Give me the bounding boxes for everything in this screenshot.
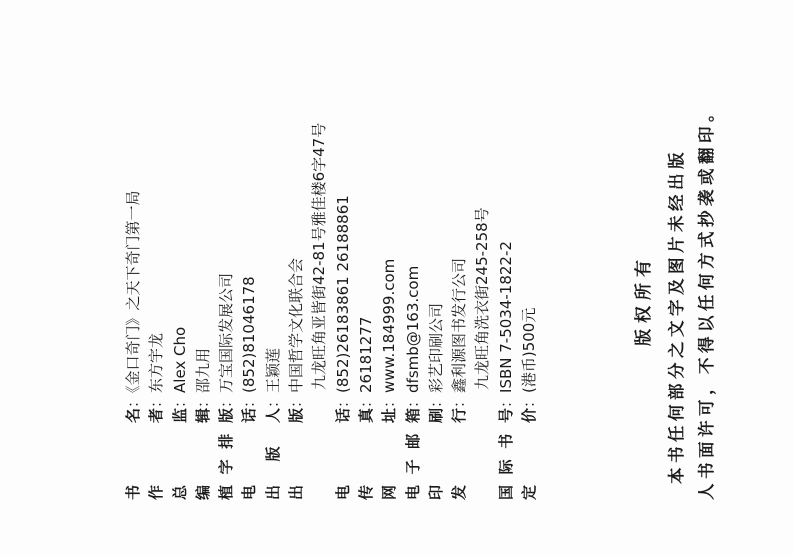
- row-value: 九龙旺角亚皆街42-81号雅佳楼6字47号: [310, 122, 329, 390]
- row-value: ：东方宇龙: [147, 332, 166, 408]
- row-value: ：万宝国际发展公司: [217, 272, 236, 408]
- colophon-row: [378, 80, 401, 500]
- row-value: ：26181277: [356, 316, 375, 408]
- row-label: 作 者: [147, 408, 166, 500]
- row-value: ：Alex Cho: [170, 326, 189, 408]
- copyright-notice: [626, 60, 722, 500]
- colophon-row: [262, 80, 285, 500]
- row-value: ：中国哲学文化联合会: [287, 257, 306, 408]
- colophon-row: [238, 80, 261, 500]
- colophon-row: [518, 80, 541, 500]
- row-label: 网 址: [380, 408, 399, 500]
- row-label: 传 真: [356, 408, 375, 500]
- row-value: ：彩艺印刷公司: [426, 302, 445, 408]
- row-label: 印 刷: [426, 408, 445, 500]
- row-label: 电 话: [240, 408, 259, 500]
- row-value: 九龙旺角洗衣街245-258号: [473, 207, 492, 390]
- colophon-row: [192, 80, 215, 500]
- colophon-block: [122, 80, 541, 500]
- row-label: 电 话: [333, 408, 352, 500]
- row-value: ：王颖莲: [263, 347, 282, 408]
- colophon-row: [285, 80, 308, 500]
- copyright-line-2: 人书面许可，不得以任何方式抄袭或翻印。: [697, 101, 716, 500]
- colophon-row: [332, 80, 355, 500]
- colophon-row: [448, 80, 471, 500]
- colophon-row: [402, 80, 425, 500]
- row-label: 发 行: [450, 408, 469, 500]
- row-value: ：dfsmb@163.com: [403, 265, 422, 408]
- row-value: ：(港币)500元: [520, 307, 539, 408]
- colophon-row-continuation: [471, 80, 494, 500]
- colophon-row: [495, 80, 518, 500]
- row-label: 国 际 书 号: [496, 408, 515, 500]
- row-value: ：ISBN 7-5034-1822-2: [496, 241, 515, 408]
- colophon-row: [145, 80, 168, 500]
- colophon-row-continuation: [308, 80, 331, 500]
- row-value: ：www.184999.com: [380, 258, 399, 408]
- row-label: 书 名: [124, 408, 142, 500]
- row-value: ：鑫利源图书发行公司: [450, 257, 469, 408]
- colophon-row: [169, 80, 192, 500]
- row-value: ：(852)26183861 26188861: [333, 195, 352, 408]
- copyright-line-1: 本书任何部分之文字及图片未经出版: [667, 148, 686, 484]
- colophon-row: [215, 80, 238, 500]
- row-label: 定 价: [520, 408, 539, 500]
- row-value: ：《金口奇门》之天下奇门第一局: [124, 190, 142, 408]
- colophon-row: [425, 80, 448, 500]
- row-label: 总 监: [170, 408, 189, 500]
- colophon-row: [355, 80, 378, 500]
- row-value: ：邵九用: [193, 347, 212, 408]
- row-label: 电 子 邮 箱: [403, 408, 422, 500]
- row-label: 出 版 人: [263, 408, 282, 500]
- colophon-row: [122, 80, 145, 500]
- row-label: 编 辑: [193, 408, 212, 500]
- row-label: 出 版: [287, 408, 306, 500]
- row-label: 植 字 排 版: [217, 408, 236, 500]
- copyright-title: 版权所有: [634, 254, 654, 346]
- row-value: ：(852)81046178: [240, 276, 259, 408]
